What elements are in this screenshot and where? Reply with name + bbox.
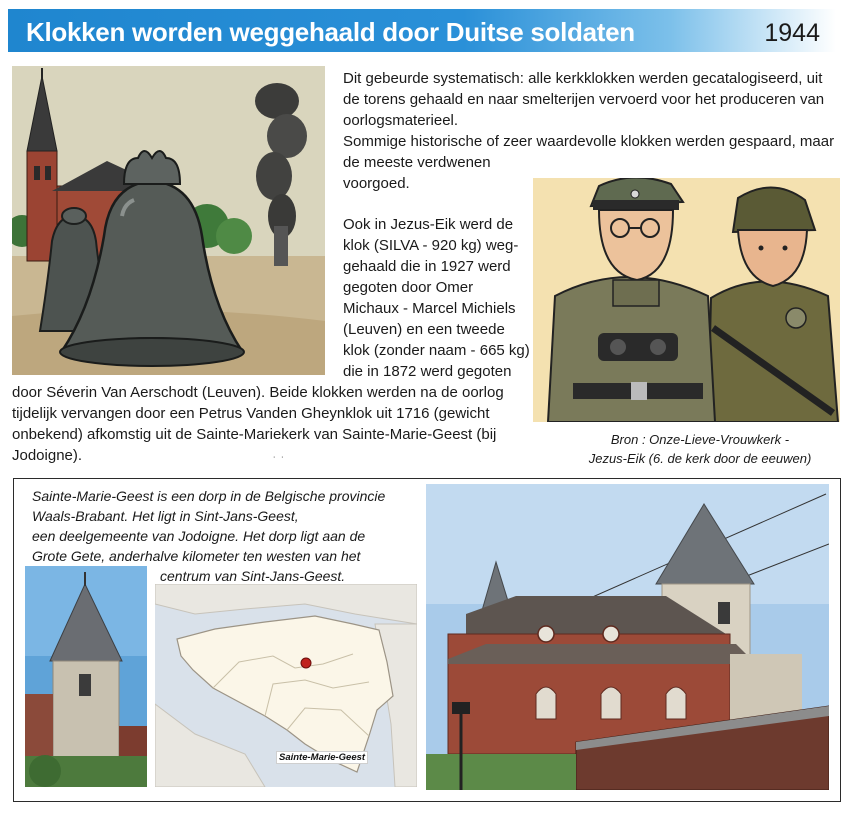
image-caption [560, 430, 840, 468]
soldiers-illustration [533, 178, 840, 422]
body-line-11: Michaux - Marcel Michiels [343, 300, 516, 317]
body-line-7: Ook in Jezus-Eik werd de [343, 216, 514, 233]
map-location-label: Sainte-Marie-Geest [276, 751, 368, 764]
body-line-5: de meeste verdwenen [343, 154, 491, 171]
decorative-dots: ˙ ˙ [273, 456, 286, 467]
info-line-1: Sainte-Marie-Geest is een dorp in de Belgische provincie [32, 488, 386, 504]
title-banner [8, 9, 836, 52]
body-line-14: die in 1872 werd gegoten [343, 363, 512, 380]
caption-line-2: Jezus-Eik (6. de kerk door de eeuwen) [588, 451, 812, 466]
body-line-17: onbekend) afkomstig uit de Sainte-Mariekerk van Sainte-Marie-Geest (bij [12, 426, 497, 443]
body-line-3: oorlogsmaterieel. [343, 112, 459, 129]
body-line-15: door Séverin Van Aerschodt (Leuven). Beide klokken werden na de oorlog [12, 384, 504, 401]
caption-line-1: Bron : Onze-Lieve-Vrouwkerk - [610, 432, 790, 447]
body-line-16: tijdelijk vervangen door een Petrus Vanden Gheynklok uit 1716 (gewicht [12, 405, 490, 422]
location-marker [301, 658, 311, 668]
body-line-2: de torens gehaald en naar smelterijen vervoerd voor het produceren van [343, 91, 825, 108]
sainte-marie-church-photo [426, 484, 829, 790]
body-line-9: gehaald die in 1927 werd [343, 258, 511, 275]
info-line-2: Waals-Brabant. Het ligt in Sint-Jans-Geest, [32, 508, 299, 524]
body-line-8: klok (SILVA - 920 kg) weg- [343, 237, 519, 254]
body-line-1: Dit gebeurde systematisch: alle kerkklokken werden gecatalogiseerd, uit [343, 70, 823, 87]
church-tower-photo [25, 566, 147, 787]
body-line-6: voorgoed. [343, 175, 410, 192]
bells-illustration [12, 66, 325, 375]
page-title: Klokken worden weggehaald door Duitse soldaten [26, 17, 635, 47]
info-line-4: Grote Gete, anderhalve kilometer ten westen van het [32, 548, 361, 564]
info-line-3: een deelgemeente van Jodoigne. Het dorp ligt aan de [32, 528, 366, 544]
year-label: 1944 [764, 19, 820, 47]
info-line-5: centrum van Sint-Jans-Geest. [160, 568, 346, 584]
body-line-4: Sommige historische of zeer waardevolle klokken werden gespaard, maar [343, 133, 835, 150]
body-line-12: (Leuven) en een tweede [343, 321, 505, 338]
body-line-10: gegoten door Omer [343, 279, 474, 296]
body-line-18: Jodoigne). [12, 447, 83, 464]
body-line-13: klok (zonder naam - 665 kg) [343, 342, 530, 359]
